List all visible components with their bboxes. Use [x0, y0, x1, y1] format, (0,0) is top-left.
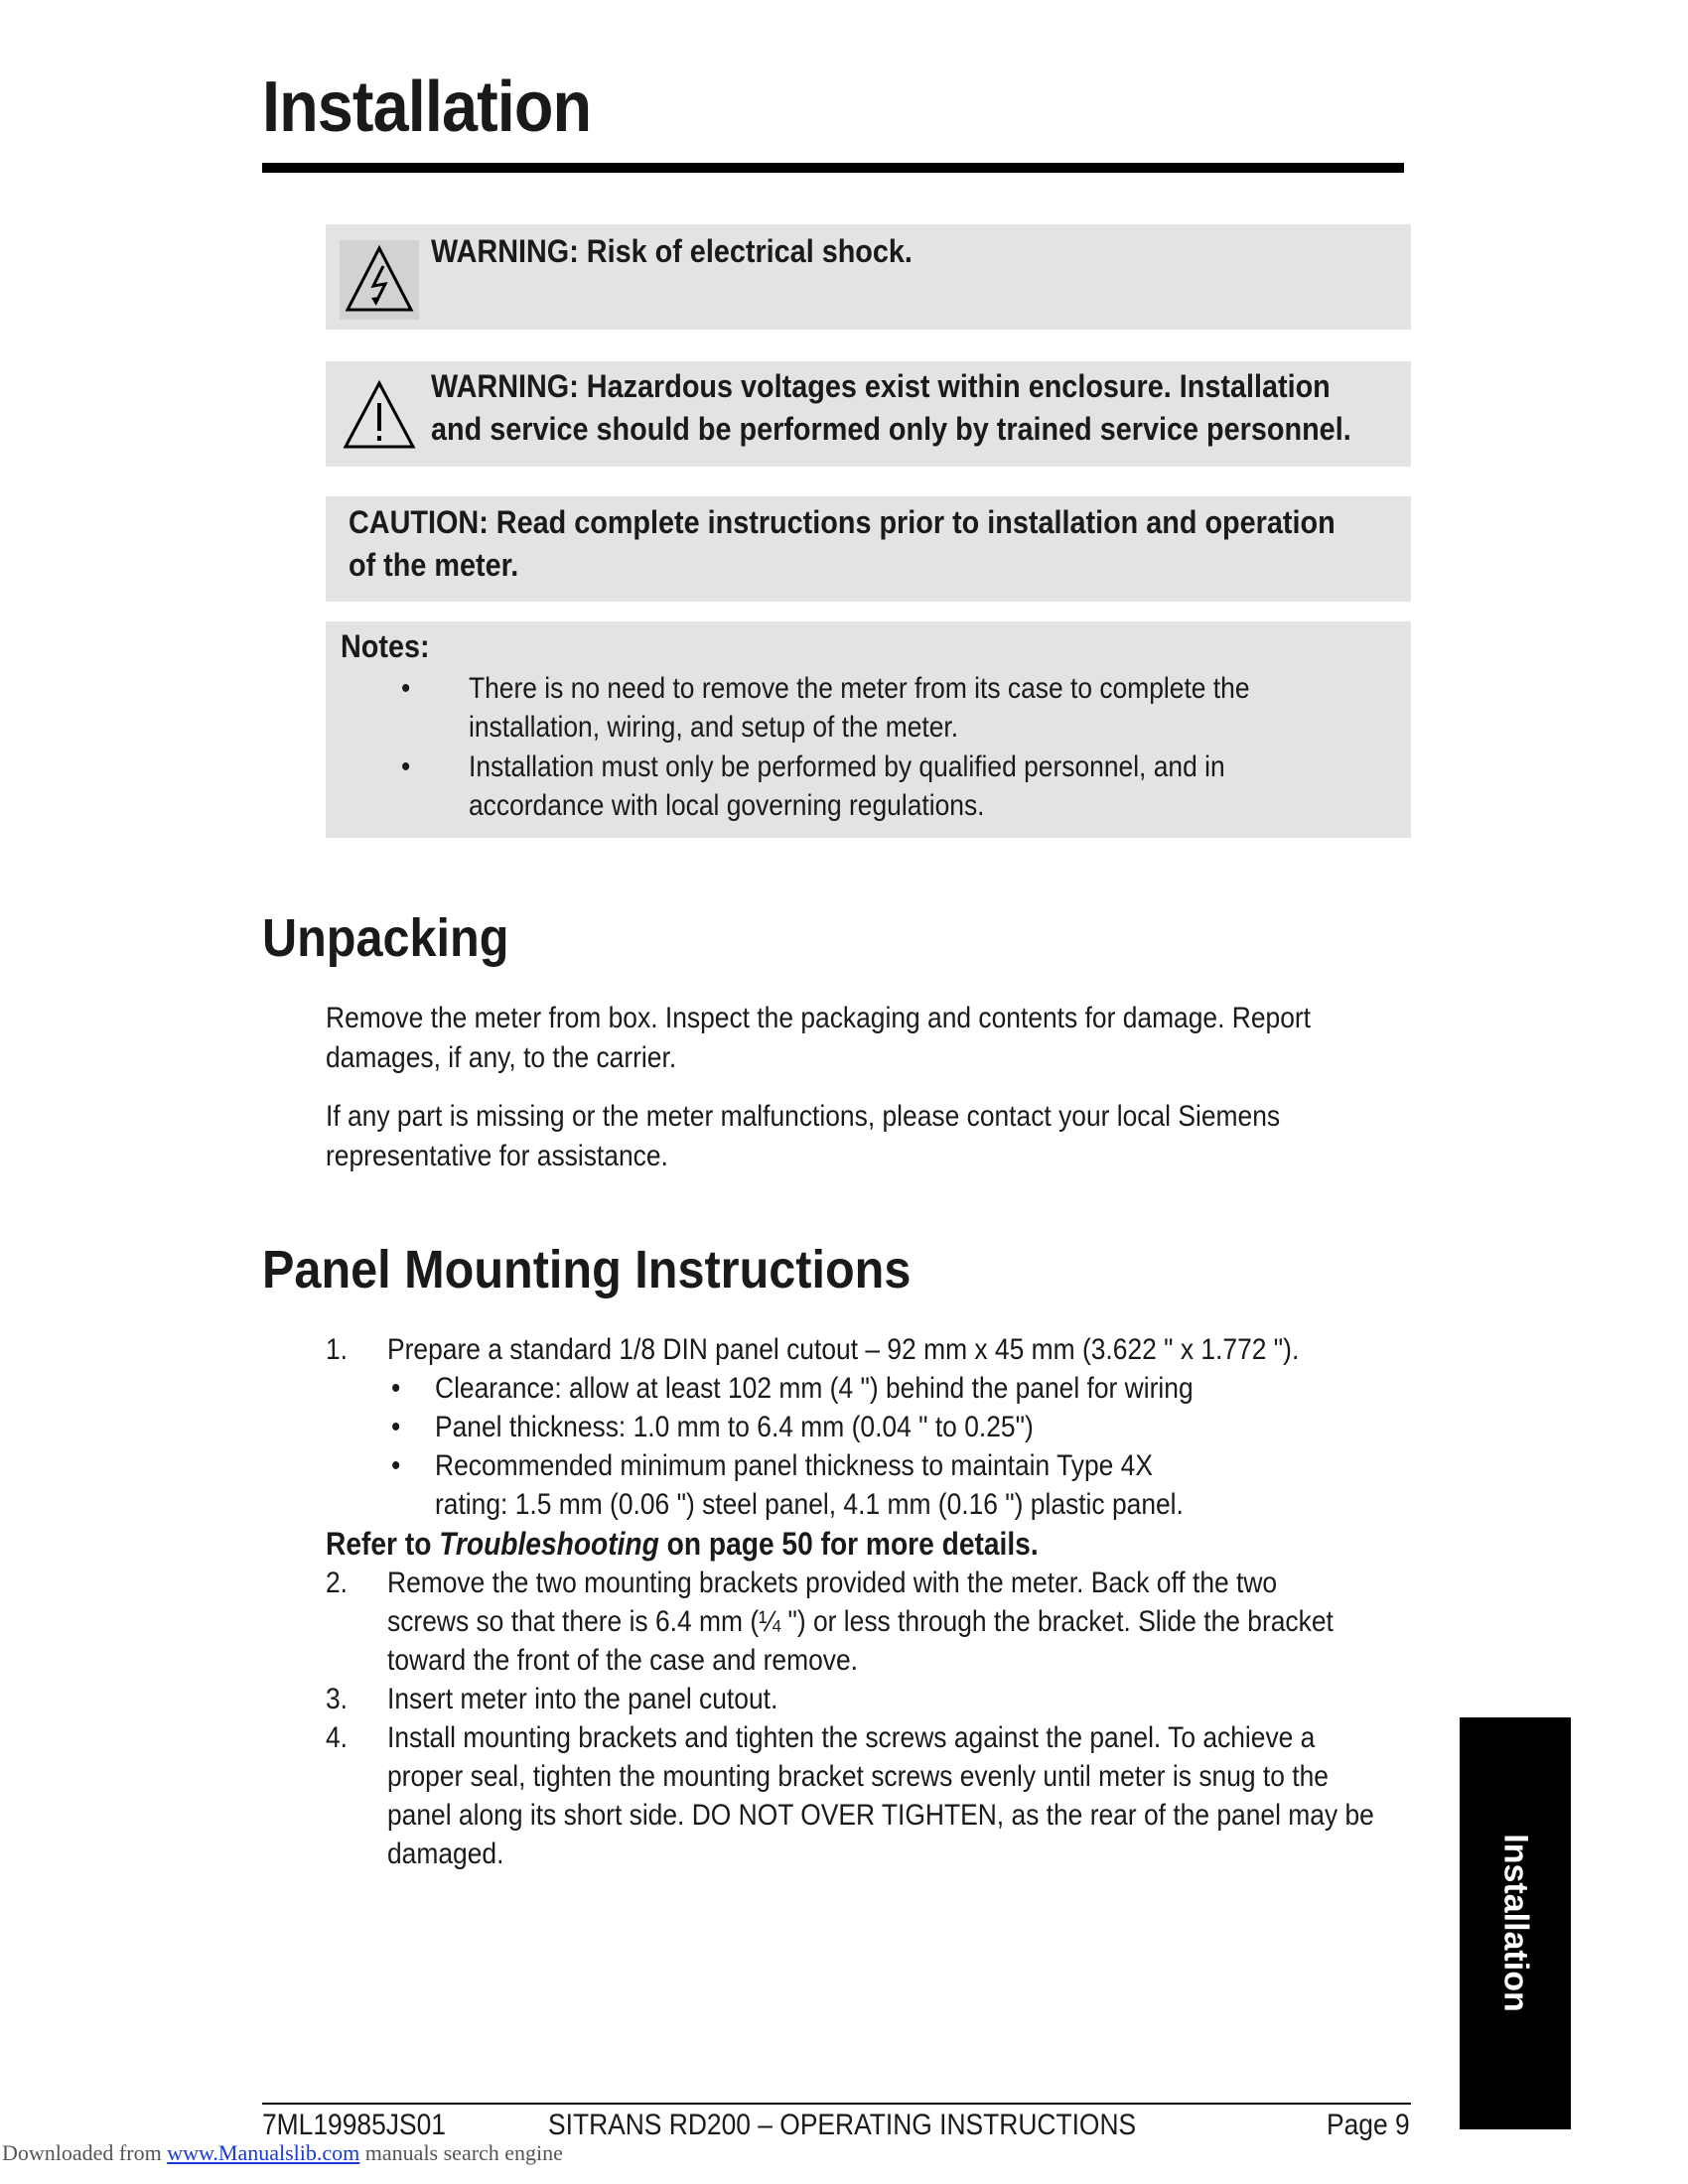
step2-line1: Remove the two mounting brackets provided with the meter. Back off the two: [387, 1567, 1278, 1599]
refer-suffix: on page 50 for more details.: [658, 1526, 1039, 1562]
footer-doc-id: 7ML19985JS01: [262, 2109, 446, 2141]
step3-text: Insert meter into the panel cutout.: [387, 1683, 778, 1715]
side-tab-label: Installation: [1496, 1834, 1535, 2012]
download-note: [2, 2140, 563, 2166]
refer-line: [326, 1524, 1039, 1564]
sub-bullet-3-line2: rating: 1.5 mm (0.06 ") steel panel, 4.1 mm (0.16 ") plastic panel.: [435, 1488, 1184, 1521]
download-note-prefix: Downloaded from: [2, 2140, 168, 2165]
warning-hazard-line2: and service should be performed only by trained service personnel.: [431, 411, 1351, 447]
warning-electrical-text: WARNING: Risk of electrical shock.: [431, 233, 913, 269]
sub-bullet-2-text: Panel thickness: 1.0 mm to 6.4 mm (0.04 " to 0.25"): [435, 1411, 1034, 1443]
panel-heading: Panel Mounting Instructions: [262, 1240, 912, 1299]
caution-line1: CAUTION: Read complete instructions prior to installation and operation: [349, 504, 1336, 540]
unpacking-p2-line2: representative for assistance.: [326, 1140, 668, 1172]
notes-item-1-line2: installation, wiring, and setup of the meter.: [469, 711, 959, 744]
step4-line2: proper seal, tighten the mounting bracket screws evenly until meter is snug to the: [387, 1760, 1329, 1793]
troubleshooting-link[interactable]: Troubleshooting: [439, 1526, 659, 1562]
title-rule: [262, 163, 1404, 173]
section-side-tab: [1460, 1717, 1571, 2129]
step2-line3: toward the front of the case and remove.: [387, 1644, 859, 1677]
step3-number: 3.: [326, 1683, 349, 1715]
warning-triangle-icon: [340, 375, 419, 455]
step2-line2: screws so that there is 6.4 mm (¼ ") or less through the bracket. Slide the bracket: [387, 1605, 1334, 1638]
step2-number: 2.: [326, 1567, 349, 1599]
step4-number: 4.: [326, 1721, 349, 1754]
notes-item-2-line2: accordance with local governing regulations.: [469, 789, 985, 822]
footer-rule: [262, 2103, 1411, 2105]
notes-item-2-line1: Installation must only be performed by qualified personnel, and in: [469, 751, 1225, 783]
step4-line1: Install mounting brackets and tighten the screws against the panel. To achieve a: [387, 1721, 1316, 1754]
sub-bullet-3-text: Recommended minimum panel thickness to maintain Type 4X: [435, 1449, 1153, 1482]
warning-hazard-line1: WARNING: Hazardous voltages exist within enclosure. Installation: [431, 368, 1331, 404]
caution-line2: of the meter.: [349, 547, 519, 583]
electrical-shock-icon: [340, 240, 419, 320]
unpacking-heading: Unpacking: [262, 908, 509, 968]
notes-bullet-2: •: [401, 751, 411, 783]
unpacking-p1-line1: Remove the meter from box. Inspect the packaging and contents for damage. Report: [326, 1002, 1312, 1034]
step4-line3: panel along its short side. DO NOT OVER TIGHTEN, as the rear of the panel may be: [387, 1799, 1374, 1832]
refer-prefix: Refer to: [326, 1526, 440, 1562]
unpacking-p1-line2: damages, if any, to the carrier.: [326, 1041, 677, 1074]
sub-bullet-3-glyph: •: [391, 1449, 401, 1482]
sub-bullet-1-text: Clearance: allow at least 102 mm (4 ") behind the panel for wiring: [435, 1372, 1194, 1405]
page-title: Installation: [262, 68, 592, 147]
notes-item-1-line1: There is no need to remove the meter from its case to complete the: [469, 672, 1250, 705]
notes-heading: Notes:: [341, 628, 430, 664]
sub-bullet-1-glyph: •: [391, 1372, 401, 1405]
step1-text: Prepare a standard 1/8 DIN panel cutout – 92 mm x 45 mm (3.622 " x 1.772 ").: [387, 1333, 1300, 1366]
notes-bullet-1: •: [401, 672, 411, 705]
footer-page-number: Page 9: [1327, 2109, 1410, 2141]
step1-number: 1.: [326, 1333, 349, 1366]
sub-bullet-2-glyph: •: [391, 1411, 401, 1443]
download-note-suffix: manuals search engine: [359, 2140, 563, 2165]
manualslib-link[interactable]: www.Manualslib.com: [167, 2140, 360, 2165]
step4-line4: damaged.: [387, 1838, 504, 1870]
unpacking-p2-line1: If any part is missing or the meter malfunctions, please contact your local Siemens: [326, 1100, 1281, 1133]
footer-doc-title: SITRANS RD200 – OPERATING INSTRUCTIONS: [548, 2109, 1137, 2141]
